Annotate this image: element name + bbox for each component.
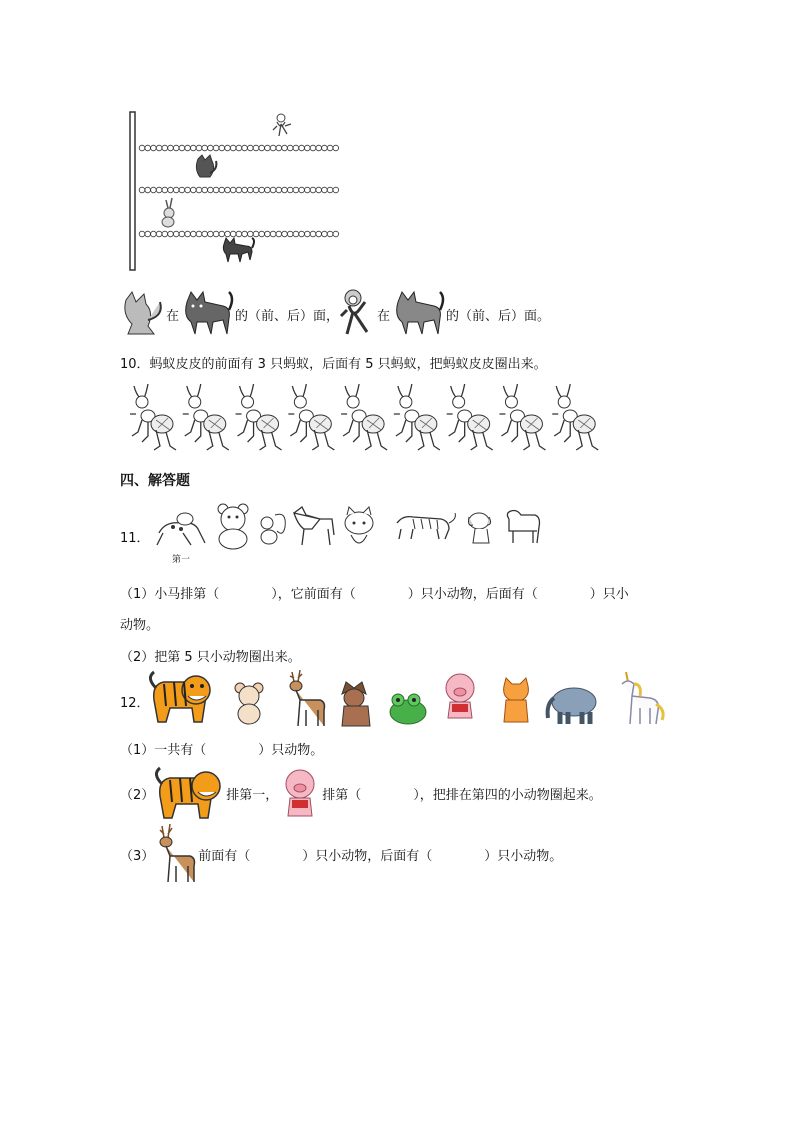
- abacus-bead: [219, 145, 225, 151]
- abacus-bead: [168, 145, 174, 151]
- abacus-bead: [139, 145, 145, 151]
- rabbit-icon: [162, 198, 174, 227]
- pig-icon: [280, 766, 320, 821]
- abacus-bead: [327, 231, 333, 237]
- abacus-bead: [327, 187, 333, 193]
- abacus-bead: [310, 187, 316, 193]
- abacus-bead: [316, 231, 322, 237]
- abacus-bead: [265, 231, 271, 237]
- deer-icon: [290, 670, 325, 726]
- abacus-figure: [128, 110, 343, 275]
- abacus-bead: [253, 145, 259, 151]
- horse-icon: [294, 507, 334, 545]
- cat-icon: [394, 290, 446, 338]
- sheep-icon: [507, 511, 539, 544]
- q11-animal-row: [155, 503, 545, 553]
- abacus-bead: [225, 187, 231, 193]
- q12-animal-row: [148, 670, 673, 732]
- abacus-bead: [270, 187, 276, 193]
- elephant-icon: [548, 688, 596, 724]
- q11-number: 11．: [120, 531, 150, 546]
- abacus-bead: [305, 231, 311, 237]
- abacus-bead: [248, 145, 254, 151]
- abacus-bead: [225, 145, 231, 151]
- abacus-bead: [293, 145, 299, 151]
- fox-icon: [196, 155, 216, 177]
- ant-icon[interactable]: [183, 384, 229, 450]
- q12-sub2: [120, 766, 602, 821]
- bear-icon: [218, 504, 248, 549]
- abacus-bead: [282, 187, 288, 193]
- abacus-bead: [322, 145, 328, 151]
- abacus-bead: [293, 187, 299, 193]
- abacus-bead: [151, 145, 157, 151]
- ant-icon[interactable]: [394, 384, 440, 450]
- dog-icon: [157, 513, 205, 545]
- abacus-bead: [173, 145, 179, 151]
- abacus-bead: [327, 145, 333, 151]
- abacus-bead: [248, 231, 254, 237]
- abacus-bead: [162, 231, 168, 237]
- ant-row: [124, 382, 599, 457]
- abacus-bead: [168, 187, 174, 193]
- abacus-bead: [151, 187, 157, 193]
- abacus-bead: [253, 187, 259, 193]
- frog-icon: [390, 694, 426, 724]
- abacus-bead: [242, 187, 248, 193]
- abacus-bead: [156, 231, 162, 237]
- q9-question-line: [120, 290, 550, 338]
- q11-first-label: 第一: [172, 555, 191, 565]
- abacus-bead: [168, 231, 174, 237]
- q9-zai-2: 在: [377, 308, 391, 324]
- abacus-bead: [316, 145, 322, 151]
- abacus-bead: [145, 145, 151, 151]
- abacus-bead: [202, 187, 208, 193]
- abacus-bead: [276, 145, 282, 151]
- q9-de-1: 的（前、后）面，: [235, 308, 340, 324]
- q12-sub1: （1）一共有（ ）只动物。: [120, 743, 324, 758]
- abacus-bead: [145, 187, 151, 193]
- q11-sub2: （2）把第 5 只小动物圈出来。: [120, 650, 301, 665]
- abacus-bead: [259, 145, 265, 151]
- abacus-bead: [230, 145, 236, 151]
- abacus-bead: [196, 231, 202, 237]
- abacus-bead: [162, 145, 168, 151]
- abacus-bead: [299, 187, 305, 193]
- abacus-bead: [299, 231, 305, 237]
- squirrel-icon: [261, 514, 285, 544]
- q11-sub1: （1）小马排第（ ），它前面有（ ）只小动物，后面有（ ）只小: [120, 587, 629, 602]
- monkey-icon: [273, 114, 291, 136]
- q9-zai-1: 在: [166, 308, 180, 324]
- abacus-bead: [253, 231, 259, 237]
- abacus-bead: [305, 187, 311, 193]
- cat-icon: [183, 290, 235, 338]
- q12-sub2-end: 排第（ ），把排在第四的小动物圈起来。: [322, 788, 602, 803]
- mouse-icon: [235, 683, 263, 724]
- ant-icon[interactable]: [288, 384, 334, 450]
- cat-icon: [223, 238, 254, 262]
- abacus-bead: [322, 187, 328, 193]
- abacus-bead: [322, 231, 328, 237]
- abacus-bead: [213, 231, 219, 237]
- abacus-bead: [265, 145, 271, 151]
- abacus-bead: [208, 145, 214, 151]
- abacus-bead: [310, 231, 316, 237]
- abacus-bead: [248, 187, 254, 193]
- section-title: 四、解答题: [120, 473, 190, 489]
- abacus-bead: [196, 145, 202, 151]
- abacus-bead: [185, 231, 191, 237]
- abacus-bead: [179, 187, 185, 193]
- abacus-bead: [191, 231, 197, 237]
- abacus-bead: [236, 231, 242, 237]
- abacus-bead: [145, 231, 151, 237]
- abacus-bead: [310, 145, 316, 151]
- q12-sub3-end: 前面有（ ）只小动物，后面有（ ）只小动物。: [198, 848, 563, 864]
- tiger-icon: [397, 513, 455, 539]
- abacus-bead: [270, 231, 276, 237]
- abacus-bead: [173, 231, 179, 237]
- abacus-bead: [213, 145, 219, 151]
- abacus-bead: [156, 187, 162, 193]
- q12-sub3: [120, 824, 562, 884]
- abacus-bead: [242, 231, 248, 237]
- abacus-bead: [242, 145, 248, 151]
- q9-de-2: 的（前、后）面。: [446, 308, 551, 324]
- abacus-bead: [139, 187, 145, 193]
- abacus-bead: [287, 231, 293, 237]
- abacus-bead: [191, 187, 197, 193]
- fox-icon: [120, 290, 166, 338]
- abacus-bead: [265, 187, 271, 193]
- abacus-bead: [173, 187, 179, 193]
- abacus-bead: [276, 187, 282, 193]
- abacus-bead: [333, 187, 339, 193]
- ant-icon[interactable]: [130, 384, 176, 450]
- abacus-bead: [230, 187, 236, 193]
- abacus-bead: [236, 145, 242, 151]
- pig-icon: [446, 674, 474, 718]
- abacus-bead: [259, 231, 265, 237]
- abacus-bead: [162, 187, 168, 193]
- ant-icon[interactable]: [552, 384, 598, 450]
- q10-text: 10．蚂蚁皮皮的前面有 3 只蚂蚁，后面有 5 只蚂蚁，把蚂蚁皮皮圈出来。: [120, 357, 547, 372]
- dog-icon: [342, 682, 370, 726]
- abacus-bead: [196, 187, 202, 193]
- abacus-bead: [202, 231, 208, 237]
- abacus-bead: [219, 187, 225, 193]
- unicorn-icon: [622, 672, 663, 724]
- abacus-bead: [225, 231, 231, 237]
- abacus-bead: [208, 187, 214, 193]
- tiger-icon: [150, 672, 210, 722]
- abacus-bead: [230, 231, 236, 237]
- cat-icon: [504, 678, 529, 722]
- ant-icon[interactable]: [447, 384, 493, 450]
- abacus-bead: [270, 145, 276, 151]
- puppy-icon: [469, 513, 491, 543]
- q12-sub2-mid: 排第一，: [226, 788, 279, 803]
- abacus-bead: [333, 231, 339, 237]
- abacus-bead: [191, 145, 197, 151]
- abacus-bead: [293, 231, 299, 237]
- abacus-bead: [259, 187, 265, 193]
- abacus-bead: [179, 145, 185, 151]
- kitty-icon: [345, 507, 373, 543]
- abacus-bead: [282, 231, 288, 237]
- abacus-bead: [299, 145, 305, 151]
- q12-sub2-prefix: （2）: [120, 788, 155, 803]
- ant-icon[interactable]: [499, 384, 545, 450]
- abacus-bead: [333, 145, 339, 151]
- abacus-bead: [219, 231, 225, 237]
- abacus-bead: [185, 187, 191, 193]
- abacus-bead: [208, 231, 214, 237]
- abacus-bead: [139, 231, 145, 237]
- q12-sub3-prefix: （3）: [120, 848, 155, 864]
- abacus-bead: [213, 187, 219, 193]
- tiger-icon: [154, 766, 226, 821]
- ant-icon[interactable]: [236, 384, 282, 450]
- abacus-bead: [156, 145, 162, 151]
- abacus-bead: [151, 231, 157, 237]
- abacus-bead: [282, 145, 288, 151]
- abacus-bead: [276, 231, 282, 237]
- abacus-bead: [287, 145, 293, 151]
- q11-sub1-cont: 动物。: [120, 618, 160, 633]
- abacus-bead: [202, 145, 208, 151]
- q12-number: 12．: [120, 696, 150, 711]
- abacus-bead: [316, 187, 322, 193]
- abacus-bead: [185, 145, 191, 151]
- ant-icon[interactable]: [341, 384, 387, 450]
- abacus-bead: [287, 187, 293, 193]
- abacus-bead: [236, 187, 242, 193]
- monkey-icon: [339, 288, 377, 340]
- abacus-bead: [179, 231, 185, 237]
- deer-icon: [154, 824, 198, 884]
- abacus-bead: [305, 145, 311, 151]
